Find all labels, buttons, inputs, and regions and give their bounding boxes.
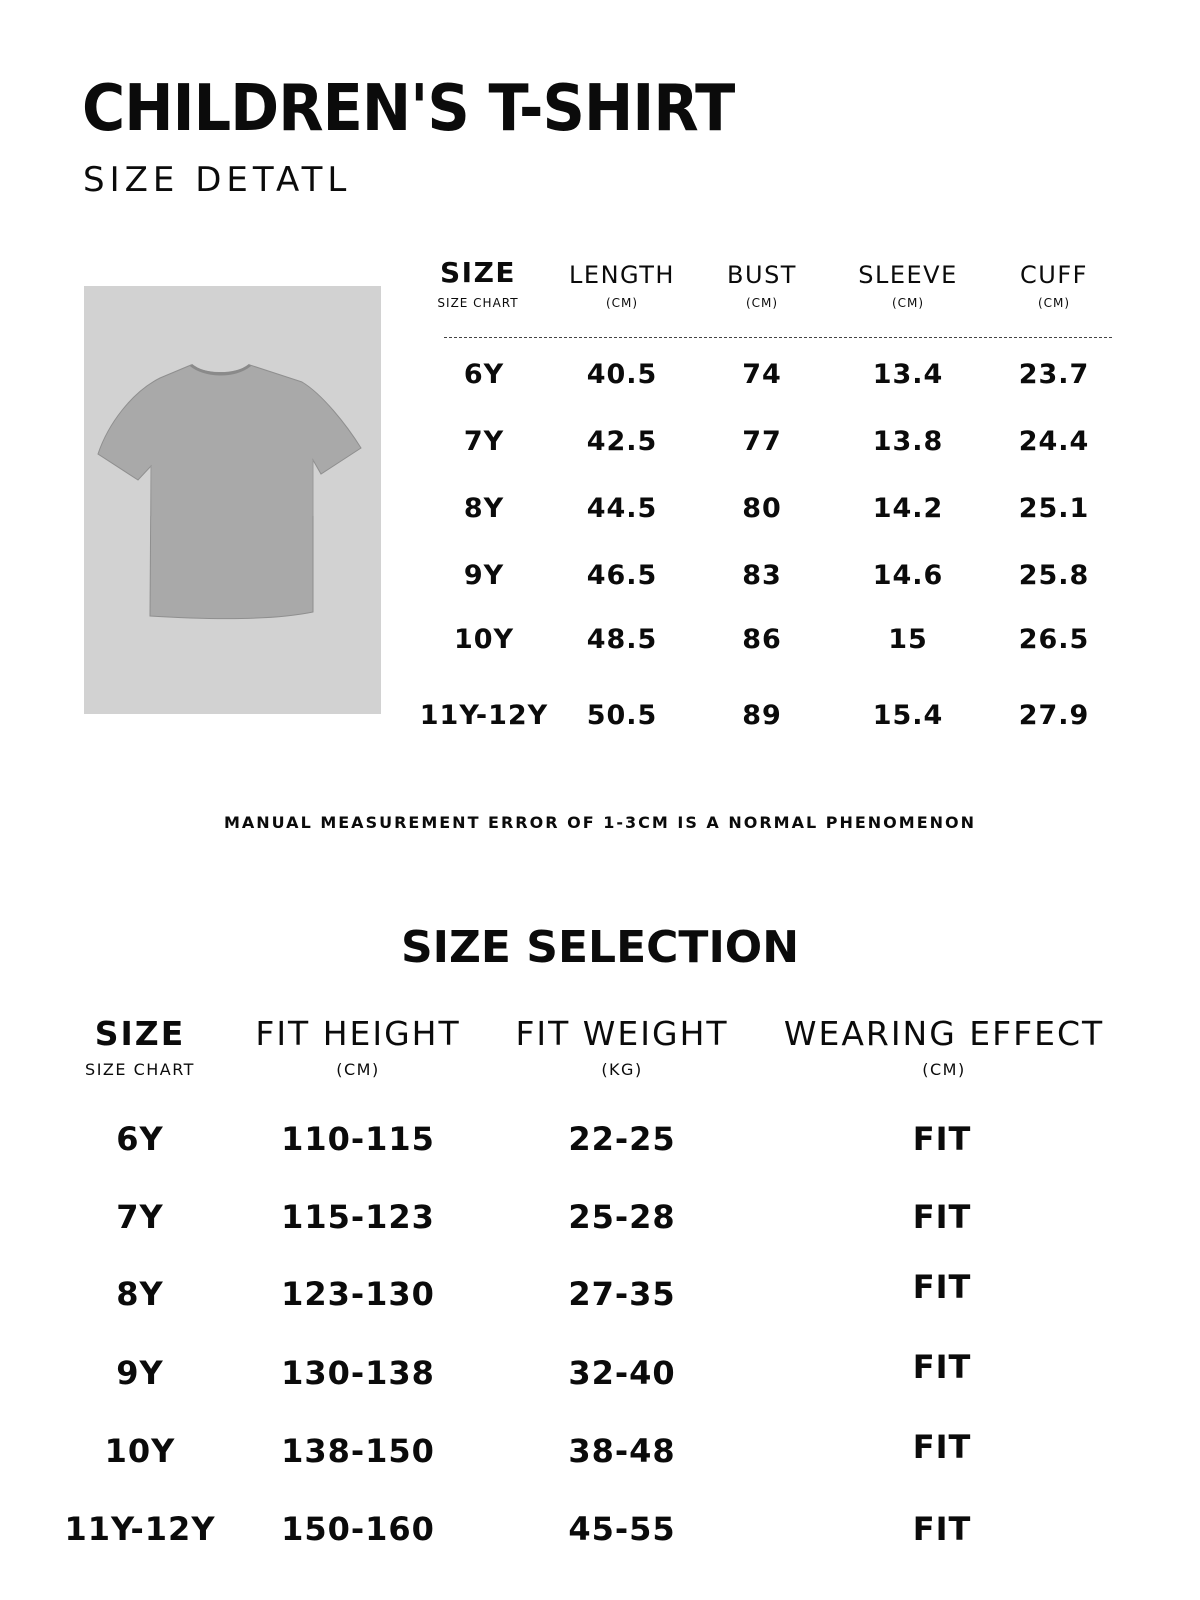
selection-unit-fit-height: (CM) (336, 1060, 380, 1079)
detail-cell: 10Y (453, 624, 515, 655)
detail-cell: 24.4 (1018, 426, 1090, 457)
detail-header-cuff: CUFF (1020, 261, 1088, 289)
selection-cell: 32-40 (568, 1354, 676, 1392)
detail-header-bust: BUST (727, 261, 797, 289)
page-subtitle: SIZE DETATL (83, 160, 352, 200)
selection-cell: FIT (912, 1198, 972, 1236)
selection-cell: 9Y (116, 1354, 164, 1392)
detail-cell: 14.2 (872, 493, 944, 524)
selection-cell: FIT (912, 1348, 972, 1386)
selection-cell: 27-35 (568, 1275, 676, 1313)
detail-header-size: SIZE (439, 256, 517, 289)
detail-cell: 50.5 (586, 700, 658, 731)
selection-cell: 123-130 (281, 1275, 435, 1313)
header-divider (444, 337, 1112, 338)
selection-cell: 22-25 (568, 1120, 676, 1158)
detail-header-sleeve: SLEEVE (858, 261, 958, 289)
detail-cell: 89 (742, 700, 782, 731)
selection-header-wearing-effect: WEARING EFFECT (783, 1014, 1105, 1053)
measurement-note: MANUAL MEASUREMENT ERROR OF 1-3CM IS A NORMAL PHENOMENON (223, 813, 977, 832)
detail-unit-length: (CM) (605, 296, 639, 310)
selection-unit-wearing-effect: (CM) (922, 1060, 966, 1079)
selection-cell: 6Y (116, 1120, 164, 1158)
detail-cell: 83 (742, 560, 782, 591)
detail-cell: 77 (742, 426, 782, 457)
detail-header-length: LENGTH (569, 261, 675, 289)
detail-cell: 46.5 (586, 560, 658, 591)
detail-cell: 86 (742, 624, 782, 655)
selection-cell: 130-138 (281, 1354, 435, 1392)
selection-cell: 38-48 (568, 1432, 676, 1470)
detail-cell: 14.6 (872, 560, 944, 591)
selection-header-size: SIZE (94, 1014, 186, 1053)
selection-cell: 10Y (104, 1432, 176, 1470)
selection-cell: 138-150 (281, 1432, 435, 1470)
detail-cell: 42.5 (586, 426, 658, 457)
selection-cell: 150-160 (281, 1510, 435, 1548)
product-photo (84, 286, 381, 714)
selection-cell: 11Y-12Y (64, 1510, 216, 1548)
detail-cell: 40.5 (586, 359, 658, 390)
detail-cell: 27.9 (1018, 700, 1090, 731)
detail-cell: 13.8 (872, 426, 944, 457)
detail-cell: 44.5 (586, 493, 658, 524)
selection-cell: 115-123 (281, 1198, 435, 1236)
detail-cell: 15 (888, 624, 928, 655)
detail-cell: 15.4 (872, 700, 944, 731)
detail-cell: 26.5 (1018, 624, 1090, 655)
detail-cell: 74 (742, 359, 782, 390)
detail-cell: 48.5 (586, 624, 658, 655)
detail-unit-bust: (CM) (745, 296, 779, 310)
detail-cell: 13.4 (872, 359, 944, 390)
selection-cell: 7Y (116, 1198, 164, 1236)
selection-unit-fit-weight: (KG) (601, 1060, 643, 1079)
detail-cell: 25.1 (1018, 493, 1090, 524)
selection-cell: FIT (912, 1268, 972, 1306)
detail-cell: 6Y (463, 359, 505, 390)
tshirt-image (84, 286, 381, 714)
selection-cell: FIT (912, 1428, 972, 1466)
selection-cell: FIT (912, 1510, 972, 1548)
detail-cell: 9Y (463, 560, 505, 591)
selection-header-fit-weight: FIT WEIGHT (515, 1014, 729, 1053)
selection-cell: FIT (912, 1120, 972, 1158)
selection-header-fit-height: FIT HEIGHT (255, 1014, 461, 1053)
detail-cell: 23.7 (1018, 359, 1090, 390)
selection-cell: 110-115 (281, 1120, 435, 1158)
page-title: CHILDREN'S T-SHIRT (82, 72, 735, 146)
size-selection-title: SIZE SELECTION (400, 922, 800, 973)
detail-unit-sleeve: (CM) (891, 296, 925, 310)
selection-cell: 45-55 (568, 1510, 676, 1548)
detail-unit-cuff: (CM) (1037, 296, 1071, 310)
selection-unit-size: SIZE CHART (85, 1060, 195, 1079)
detail-cell: 8Y (463, 493, 505, 524)
selection-cell: 25-28 (568, 1198, 676, 1236)
detail-cell: 7Y (463, 426, 505, 457)
selection-cell: 8Y (116, 1275, 164, 1313)
detail-unit-size: SIZE CHART (437, 296, 519, 310)
detail-cell: 80 (742, 493, 782, 524)
detail-cell: 25.8 (1018, 560, 1090, 591)
detail-cell: 11Y-12Y (419, 700, 549, 731)
